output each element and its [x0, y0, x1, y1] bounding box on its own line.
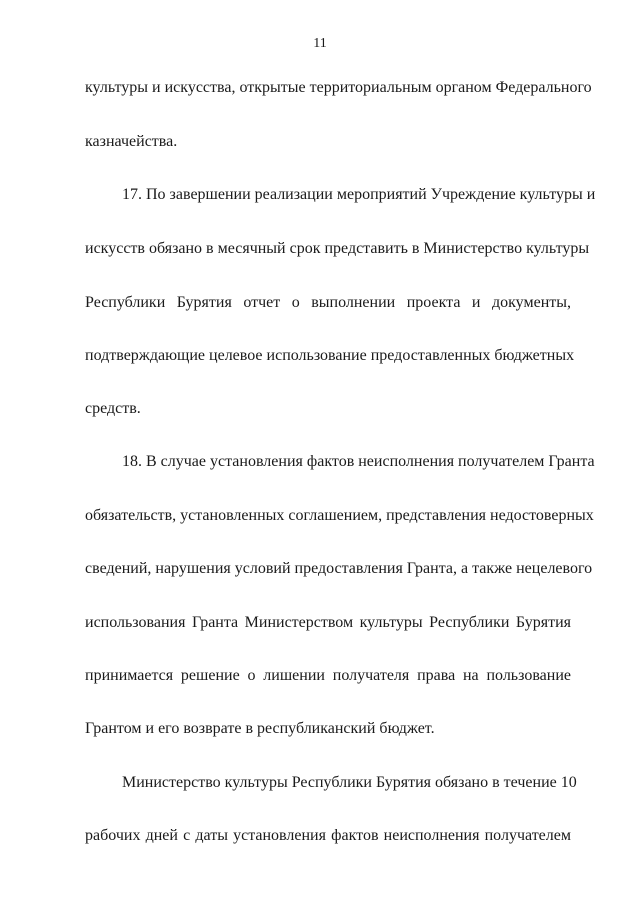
- text-line: обязательств, установленных соглашением, представления недостоверных: [85, 507, 594, 524]
- text-line: искусств обязано в месячный срок представить в Министерство культуры: [85, 240, 590, 257]
- text-line: казначейства.: [85, 133, 178, 150]
- text-line: культуры и искусства, открытые территориальным органом Федерального: [85, 79, 592, 96]
- text-line: использования Гранта Министерством культуры Республики Бурятия: [85, 614, 571, 631]
- text-line: сведений, нарушения условий предоставления Гранта, а также нецелевого: [85, 560, 593, 577]
- page-number: 11: [313, 36, 327, 51]
- paragraph-18-first-line: 18. В случае установления фактов неисполнения получателем Гранта: [122, 453, 595, 470]
- text-line: средств.: [85, 400, 141, 417]
- text-line: принимается решение о лишении получателя права на пользование: [85, 667, 571, 684]
- text-line: рабочих дней с даты установления фактов неисполнения получателем: [85, 827, 571, 844]
- text-line: Республики Бурятия отчет о выполнении проекта и документы,: [85, 294, 571, 311]
- text-line: Грантом и его возврате в республиканский бюджет.: [85, 720, 435, 737]
- paragraph-17-first-line: 17. По завершении реализации мероприятий Учреждение культуры и: [122, 186, 596, 203]
- text-line: подтверждающие целевое использование предоставленных бюджетных: [85, 347, 575, 364]
- paragraph-ministry-first-line: Министерство культуры Республики Бурятия обязано в течение 10: [122, 774, 577, 791]
